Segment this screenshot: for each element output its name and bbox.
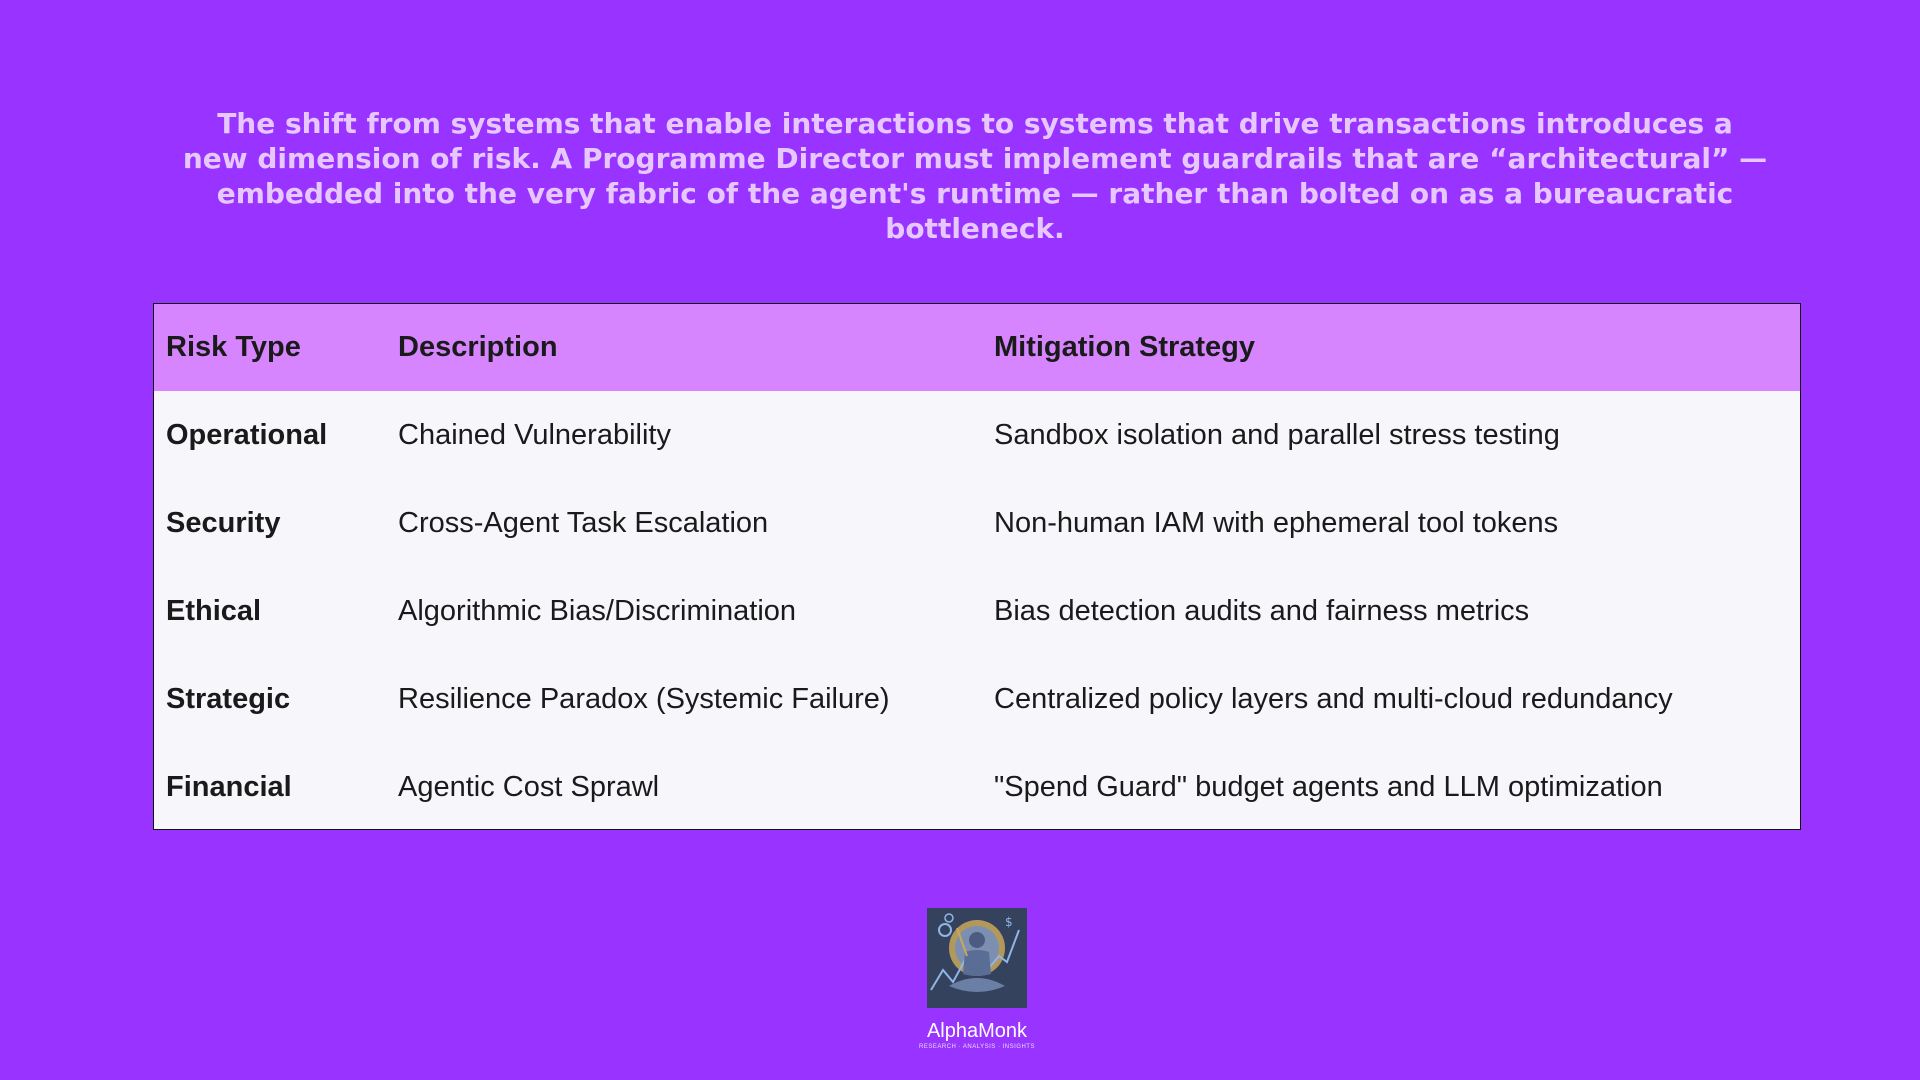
- header-mitigation-strategy: Mitigation Strategy: [994, 331, 1256, 363]
- risk-table: [153, 303, 1801, 830]
- description-cell: Cross-Agent Task Escalation: [398, 506, 769, 539]
- description-cell: Algorithmic Bias/Discrimination: [398, 594, 797, 627]
- alphamonk-logo-image: [927, 908, 1027, 1008]
- svg-text:$: $: [1005, 915, 1013, 929]
- header-risk-type: Risk Type: [166, 331, 301, 363]
- risk-type-cell: Financial: [166, 770, 292, 803]
- table-row: [154, 391, 1800, 479]
- risk-type-cell: Operational: [166, 418, 328, 451]
- table-header-row: [154, 304, 1800, 391]
- header-description: Description: [398, 331, 558, 363]
- monk-icon: [927, 908, 1027, 1008]
- mitigation-cell: "Spend Guard" budget agents and LLM optimization: [994, 770, 1663, 803]
- mitigation-cell: Bias detection audits and fairness metrics: [994, 594, 1530, 627]
- risk-type-cell: Security: [166, 506, 281, 539]
- table-row: [154, 743, 1800, 830]
- risk-type-cell: Ethical: [166, 594, 262, 627]
- table-row: [154, 567, 1800, 655]
- table-row: [154, 655, 1800, 743]
- brand-name: AlphaMonk: [926, 1020, 1028, 1042]
- mitigation-cell: Non-human IAM with ephemeral tool tokens: [994, 506, 1559, 539]
- table-row: [154, 479, 1800, 567]
- risk-type-cell: Strategic: [166, 682, 291, 715]
- mitigation-cell: Sandbox isolation and parallel stress testing: [994, 418, 1560, 451]
- intro-paragraph: The shift from systems that enable interactions to systems that drive transactions introduces a new dimension of risk. A Programme Director must implement guardrails that are “architectural” — embedded into the very fabric of the agent's runtime — rather than bolted on as a bureaucratic bottleneck.: [182, 107, 1768, 245]
- description-cell: Resilience Paradox (Systemic Failure): [398, 682, 890, 715]
- description-cell: Agentic Cost Sprawl: [398, 770, 660, 803]
- description-cell: Chained Vulnerability: [398, 418, 671, 451]
- mitigation-cell: Centralized policy layers and multi-cloud redundancy: [994, 682, 1673, 715]
- brand-tagline: RESEARCH · ANALYSIS · INSIGHTS: [919, 1044, 1035, 1050]
